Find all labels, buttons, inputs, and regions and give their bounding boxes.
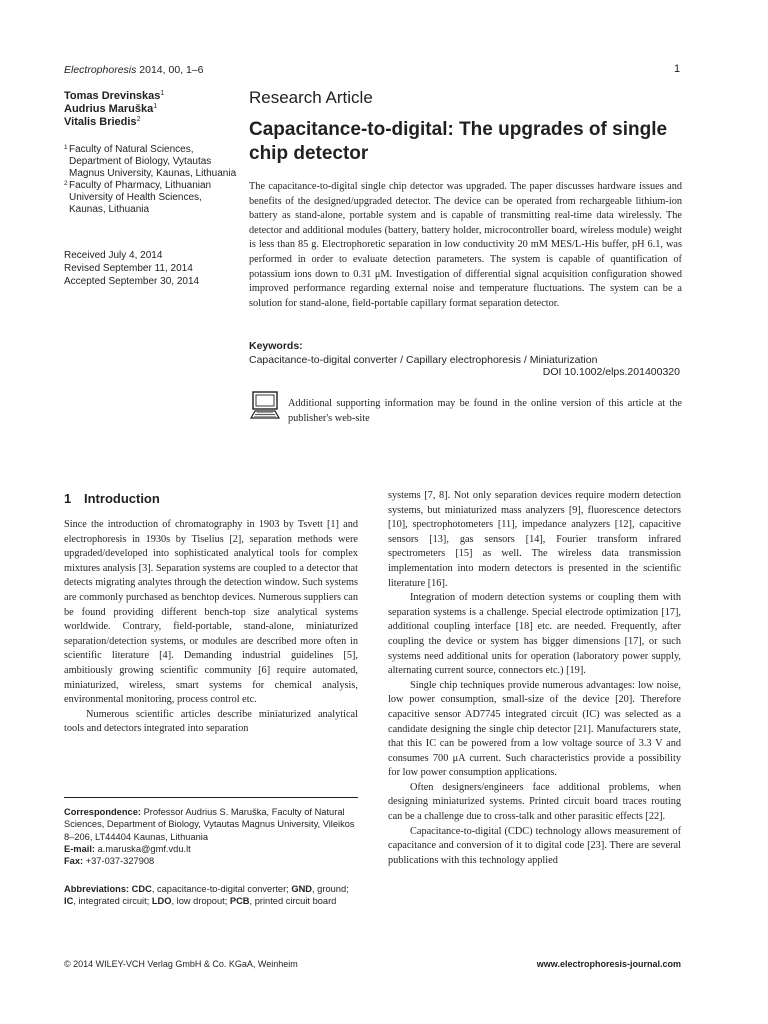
doi[interactable]: DOI 10.1002/elps.201400320	[542, 366, 680, 378]
received-date: Received July 4, 2014	[64, 250, 163, 261]
body-column-right	[388, 489, 681, 868]
copyright-notice: © 2014 WILEY-VCH Verlag GmbH & Co. KGaA, Weinheim	[64, 959, 298, 969]
section-heading	[64, 491, 160, 506]
journal-website-link[interactable]: www.electrophoresis-journal.com	[536, 959, 681, 969]
computer-icon	[250, 391, 280, 419]
body-column-left	[64, 518, 358, 737]
keywords-heading: Keywords:	[249, 340, 303, 352]
affiliation-list	[64, 144, 240, 216]
author-list	[64, 90, 234, 129]
citation-details: 2014, 00, 1–6	[136, 64, 204, 76]
paragraph: Capacitance-to-digital (CDC) technology allows measurement of capacitance and conversion of it to digital code [23]. There are several publications with this technology applied	[388, 825, 681, 866]
abbreviations-footnote: Abbreviations: CDC, capacitance-to-digital converter; GND, ground; IC, integrated circuit; LDO, low dropout; PCB, printed circuit board	[64, 884, 349, 907]
article-title: Capacitance-to-digital: The upgrades of single chip detector	[249, 119, 668, 164]
footnote-divider	[64, 797, 358, 798]
paragraph: systems [7, 8]. Not only separation devices require modern detection systems, but miniaturized mass analyzers [9], fluorescence detectors [10], spectrophotometers [11], impedance analyzers [12], capacitive sensors [13], gas sensors [14], Fourier transform infrared spectrometers [15] as well. The wireless data transmission implementation into modern detectors is presented in the scientific literature [16].	[388, 490, 681, 589]
author: Audrius Maruška$^1$	[64, 103, 158, 115]
page-number: 1	[674, 63, 681, 75]
accepted-date: Accepted September 30, 2014	[64, 276, 200, 287]
affiliation: 1 Faculty of Natural Sciences, Department of Biology, Vytautas Magnus University, Kaunas, Lithuania	[64, 144, 237, 179]
section-number: 1	[64, 491, 72, 506]
keywords-list: Capacitance-to-digital converter / Capillary electrophoresis / Miniaturization	[249, 354, 598, 366]
journal-citation	[64, 64, 204, 76]
paragraph: Integration of modern detection systems or coupling them with separation systems is a challenge. Special electrode optimization [17], additional coupling interface [18] etc. are needed. Frequently, after coupling the device or system has bigger dimensions [17], or such systems need additional units for operation (laboratory power supply, alternating current source, connectors etc.) [19].	[388, 592, 681, 677]
affiliation: 2 Faculty of Pharmacy, Lithuanian University of Health Sciences, Kaunas, Lithuania	[64, 180, 212, 215]
paragraph: Since the introduction of chromatography in 1903 by Tsvett [1] and electrophoresis in 1930s by Tiselius [2], separation methods were upgraded/developed into sophisticated analytical tools for complex mixtures analysis [3]. Separation systems are coupled to a detector that detects migrating analytes through the detection window. Such systems are commonly purchased as benchtop devices. Numerous suppliers can be found providing different bench-top size analytical systems worldwide. Contrary, field-portable, stand-alone, miniaturized separation/detection systems, or modules are described more often in scientific literature [4]. Demanding industrial guidelines [5], ambitiously growing scientific community [6] require automated, miniaturized, wireless, smart systems for chemical analysis, environmental monitoring, process control etc.	[64, 519, 358, 706]
section-title: Introduction	[84, 491, 160, 506]
correspondence-footnote: Correspondence: Professor Audrius S. Maruška, Faculty of Natural Sciences, Department of Biology, Vytautas Magnus University, Vileikos 8–206, LT44404 Kaunas, Lithuania E-mail: a.maruska@gmf.vdu.lt Fax: +37-037-327908	[64, 807, 355, 867]
email-link[interactable]: a.maruska@gmf.vdu.lt	[95, 843, 191, 854]
supporting-info-note: Additional supporting information may be found in the online version of this article at the publisher's web-site	[288, 398, 682, 424]
author: Vitalis Briedis$^2$	[64, 116, 141, 128]
author: Tomas Drevinskas$^1$	[64, 90, 165, 102]
paragraph: Numerous scientific articles describe miniaturized analytical tools and detectors integrated into separation	[64, 708, 358, 735]
paragraph: Single chip techniques provide numerous advantages: low noise, low power consumption, small-size of the device [20]. Therefore capacitive sensor AD7745 integrated circuit (IC) was selected as a candidate designing the single chip detector [21]. Manufacturers state, that this IC can be powered from a low voltage source of 3.3 V and consumes 700 μA current. Such characteristics provide a possibility for low power consumption applications.	[388, 679, 681, 779]
abstract: The capacitance-to-digital single chip detector was upgraded. The paper discusses hardware issues and benefits of the designed/upgraded detector. The device can be operated from rechargeable lithium-ion battery as stand-alone, portable system and is capable of transmitting real-time data wirelessly. The detector and additional modules (battery, battery holder, microcontroller board, wireless module) weight is less than 85 g. Electrophoretic separation in low conductivity 20 mM MES/L-His buffer, pH 6.1, was performed in order to evaluate detection parameters. The system is capable of quantification of potassium ions down to 0.31 μM. Investigation of differential signal acquisition configuration showed improved performance regarding external noise and temperature fluctuations. The system can be a solution for stand-alone, field-portable capillary format separation detector.	[249, 181, 682, 309]
article-dates	[64, 249, 240, 288]
paragraph: Often designers/engineers face additional problems, when designing miniaturized systems. Printed circuit board traces routing can be a challenge due to cross-talk and other parasitic effects [22].	[388, 781, 681, 823]
article-type: Research Article	[249, 88, 373, 107]
revised-date: Revised September 11, 2014	[64, 263, 193, 274]
journal-name: Electrophoresis	[64, 64, 137, 76]
